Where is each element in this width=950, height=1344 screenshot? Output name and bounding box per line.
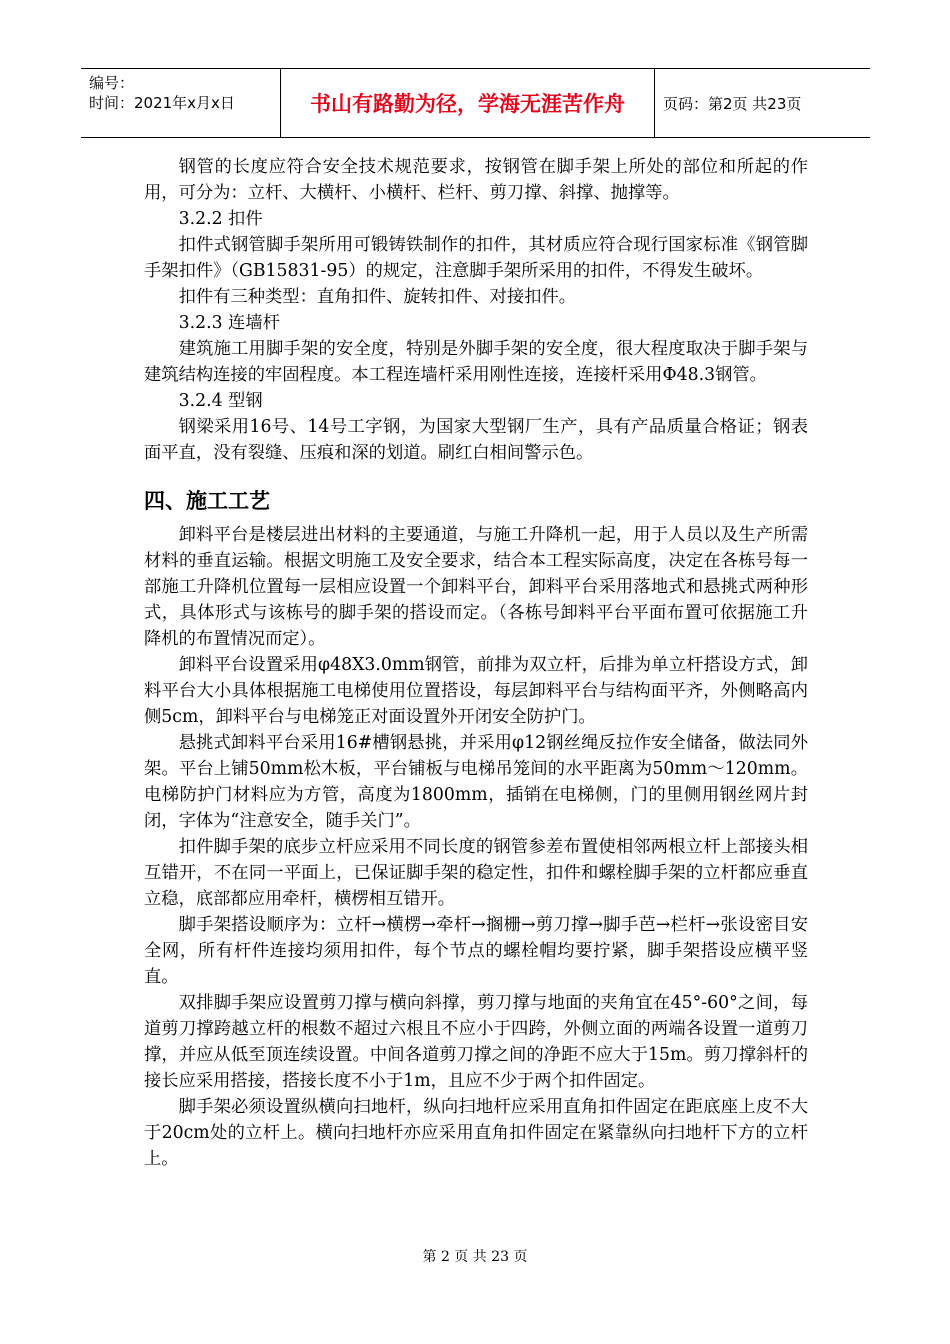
document-time-label: 时间：2021年x月x日 [89, 94, 235, 112]
paragraph: 脚手架必须设置纵横向扫地杆，纵向扫地杆应采用直角扣件固定在距底座上皮不大于20cm处的立杆上。横向扫地杆亦应采用直角扣件固定在紧靠纵向扫地杆下方的立杆上。 [144, 1097, 808, 1169]
document-body [144, 154, 808, 1172]
section-heading: 四、施工工艺 [144, 489, 270, 513]
paragraph: 建筑施工用脚手架的安全度，特别是外脚手架的安全度，很大程度取决于脚手架与建筑结构连接的牢固程度。本工程连墙杆采用刚性连接，连接杆采用Φ48.3钢管。 [144, 339, 808, 385]
paragraph: 双排脚手架应设置剪刀撑与横向斜撑，剪刀撑与地面的夹角宜在45°-60°之间，每道剪刀撑跨越立杆的根数不超过六根且不应小于四跨，外侧立面的两端各设置一道剪刀撑，并应从低至顶连续设置。中间各道剪刀撑之间的净距不应大于15m。剪刀撑斜杆的接长应采用搭接，搭接长度不小于1m，且应不少于两个扣件固定。 [144, 993, 808, 1091]
subsection-title-3-2-2: 3.2.2 扣件 [178, 209, 263, 229]
paragraph: 扣件式钢管脚手架所用可锻铸铁制作的扣件，其材质应符合现行国家标准《钢管脚手架扣件》（GB15831-95）的规定，注意脚手架所采用的扣件，不得发生破坏。 [144, 235, 808, 281]
header-motto: 书山有路勤为径，学海无涯苦作舟 [281, 69, 655, 137]
paragraph: 卸料平台是楼层进出材料的主要通道，与施工升降机一起，用于人员以及生产所需材料的垂直运输。根据文明施工及安全要求，结合本工程实际高度，决定在各栋号每一部施工升降机位置每一层相应设置一个卸料平台，卸料平台采用落地式和悬挑式两种形式，具体形式与该栋号的脚手架的搭设而定。（各栋号卸料平台平面布置可依据施工升降机的布置情况而定）。 [144, 525, 808, 649]
paragraph: 钢梁采用16号、14号工字钢，为国家大型钢厂生产，具有产品质量合格证；钢表面平直，没有裂缝、压痕和深的划道。刷红白相间警示色。 [144, 417, 808, 463]
page-footer: 第 2 页 共 23 页 [422, 1249, 528, 1265]
header-meta [81, 69, 281, 137]
header-page-info: 页码：第2页 共23页 [663, 94, 802, 113]
paragraph: 扣件有三种类型：直角扣件、旋转扣件、对接扣件。 [178, 287, 577, 307]
paragraph: 钢管的长度应符合安全技术规范要求，按钢管在脚手架上所处的部位和所起的作用，可分为：立杆、大横杆、小横杆、栏杆、剪刀撑、斜撑、抛撑等。 [144, 157, 808, 203]
subsection-title-3-2-4: 3.2.4 型钢 [178, 391, 263, 411]
paragraph: 扣件脚手架的底步立杆应采用不同长度的钢管参差布置使相邻两根立杆上部接头相互错开，不在同一平面上，已保证脚手架的稳定性，扣件和螺栓脚手架的立杆都应垂直立稳，底部都应用牵杆，横楞相互错开。 [144, 837, 808, 909]
paragraph: 卸料平台设置采用φ48X3.0mm钢管，前排为双立杆，后排为单立杆搭设方式，卸料平台大小具体根据施工电梯使用位置搭设，每层卸料平台与结构面平齐，外侧略高内侧5cm，卸料平台与电梯笼正对面设置外开闭安全防护门。 [144, 655, 808, 727]
document-number-label: 编号： [89, 74, 135, 92]
page-header [81, 68, 870, 138]
paragraph: 脚手架搭设顺序为：立杆→横楞→牵杆→搁栅→剪刀撑→脚手芭→栏杆→张设密目安全网，所有杆件连接均须用扣件，每个节点的螺栓帽均要拧紧，脚手架搭设应横平竖直。 [144, 915, 808, 987]
subsection-title-3-2-3: 3.2.3 连墙杆 [178, 313, 280, 333]
paragraph: 悬挑式卸料平台采用16#槽钢悬挑，并采用φ12钢丝绳反拉作安全储备，做法同外架。平台上铺50mm松木板，平台铺板与电梯吊笼间的水平距离为50mm～120mm。电梯防护门材料应为方管，高度为1800mm，插销在电梯侧，门的里侧用钢丝网片封闭，字体为“注意安全，随手关门”。 [144, 733, 808, 831]
